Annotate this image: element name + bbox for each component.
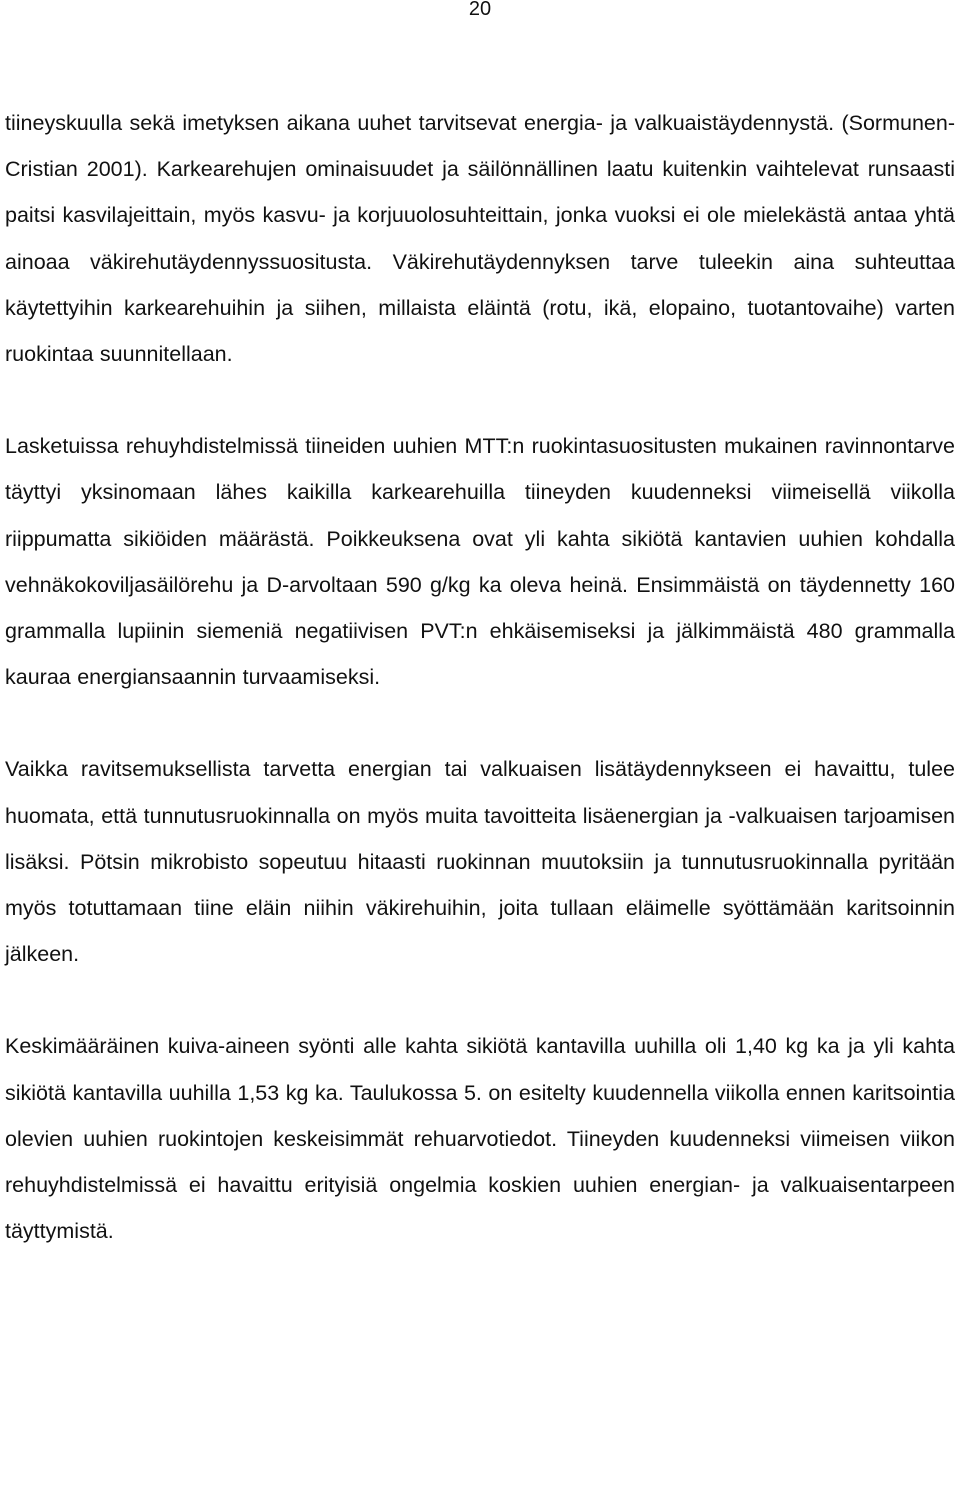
page-number: 20 [468, 0, 492, 20]
paragraph-2: Lasketuissa rehuyhdistelmissä tiineiden uuhien MTT:n ruokintasuositusten mukainen ravinnontarve täyttyi yksinomaan lähes kaikilla karkearehuilla tiineyden kuudenneksi viimeisellä viikolla riippumatta sikiöiden määrästä. Poikkeuksena ovat yli kahta sikiötä kantavien uuhien kohdalla vehnäkokoviljasäilörehu ja D-arvoltaan 590 g/kg ka oleva heinä. Ensimmäistä on täydennetty 160 grammalla lupiinin siemeniä negatiivisen PVT:n ehkäisemiseksi ja jälkimmäistä 480 grammalla kauraa energiansaannin turvaamiseksi. [5, 434, 955, 690]
document-body [5, 100, 955, 1254]
paragraph-1: tiineyskuulla sekä imetyksen aikana uuhet tarvitsevat energia- ja valkuaistäydennystä. (Sormunen-Cristian 2001). Karkearehujen ominaisuudet ja säilönnällinen laatu kuitenkin vaihtelevat runsaasti paitsi kasvilajeittain, myös kasvu- ja korjuuolosuhteittain, jonka vuoksi ei ole mielekästä antaa yhtä ainoaa väkirehutäydennyssuositusta. Väkirehutäydennyksen tarve tuleekin aina suhteuttaa käytettyihin karkearehuihin ja siihen, millaista eläintä (rotu, ikä, elopaino, tuotantovaihe) varten ruokintaa suunnitellaan. [5, 111, 955, 367]
paragraph-4: Keskimääräinen kuiva-aineen syönti alle kahta sikiötä kantavilla uuhilla oli 1,40 kg ka ja yli kahta sikiötä kantavilla uuhilla 1,53 kg ka. Taulukossa 5. on esitelty kuudennella viikolla ennen karitsointia olevien uuhien ruokintojen keskeisimmät rehuarvotiedot. Tiineyden kuudenneksi viimeisen viikon rehuyhdistelmissä ei havaittu erityisiä ongelmia koskien uuhien energian- ja valkuaisentarpeen täyttymistä. [5, 1034, 955, 1244]
paragraph-3: Vaikka ravitsemuksellista tarvetta energian tai valkuaisen lisätäydennykseen ei havaittu, tulee huomata, että tunnutusruokinnalla on myös muita tavoitteita lisäenergian ja -valkuaisen tarjoamisen lisäksi. Pötsin mikrobisto sopeutuu hitaasti ruokinnan muutoksiin ja tunnutusruokinnalla pyritään myös totuttamaan tiine eläin niihin väkirehuihin, joita tullaan eläimelle syöttämään karitsoinnin jälkeen. [5, 757, 955, 967]
